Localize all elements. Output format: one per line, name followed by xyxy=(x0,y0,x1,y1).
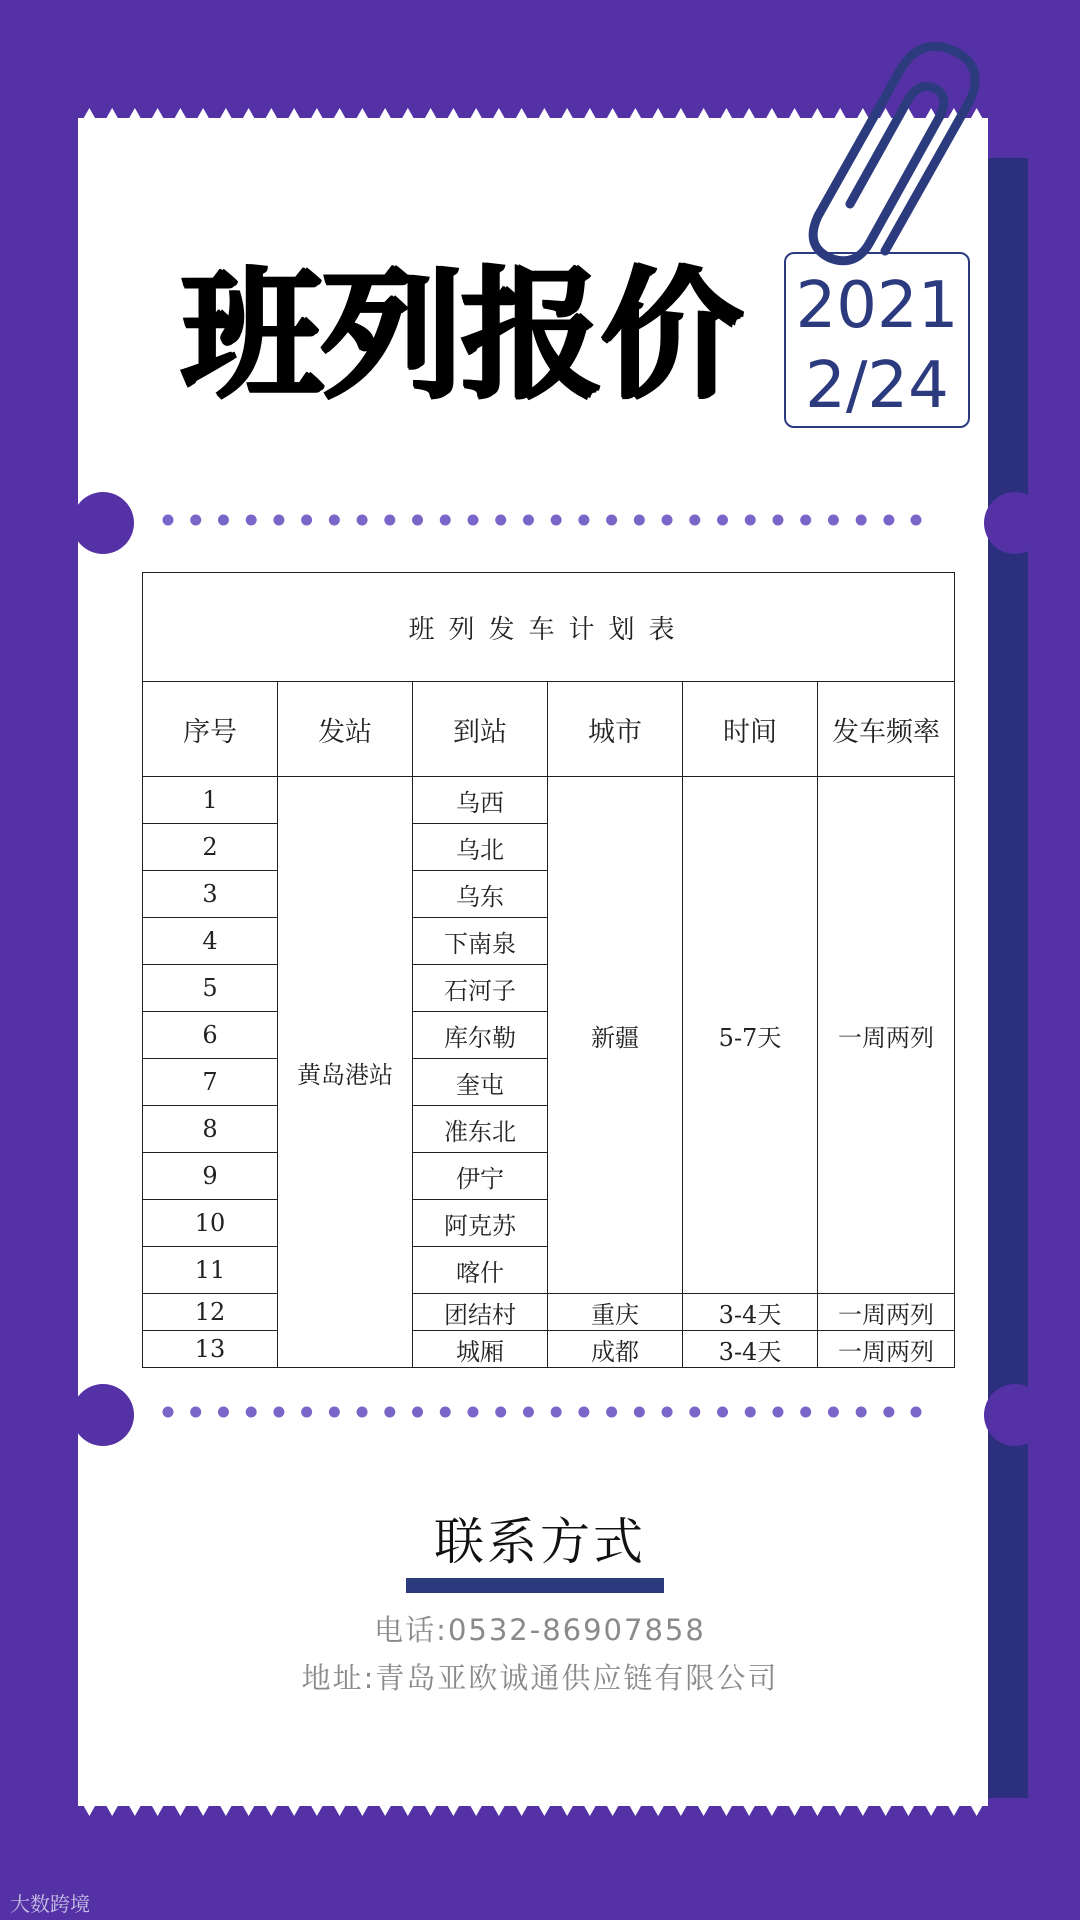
divider-dot xyxy=(357,515,368,526)
date-year: 2021 xyxy=(795,269,959,343)
divider-dot xyxy=(467,515,478,526)
dotted-divider-bottom xyxy=(162,1406,922,1418)
contact-address: 地址:青岛亚欧诚通供应链有限公司 xyxy=(301,1661,779,1695)
cell-city: 重庆 xyxy=(548,1294,683,1331)
notch-right-bottom xyxy=(984,1384,1046,1446)
divider-dot xyxy=(412,1407,423,1418)
divider-dot xyxy=(273,515,284,526)
divider-dot xyxy=(357,1407,368,1418)
cell-no: 8 xyxy=(143,1106,278,1153)
divider-dot xyxy=(911,515,922,526)
cell-no: 13 xyxy=(143,1331,278,1368)
divider-dot xyxy=(606,1407,617,1418)
header-time: 时间 xyxy=(683,682,818,777)
cell-no: 4 xyxy=(143,918,278,965)
notch-left-bottom xyxy=(72,1384,134,1446)
cell-frequency: 一周两列 xyxy=(818,1294,955,1331)
divider-dot xyxy=(190,515,201,526)
cell-no: 3 xyxy=(143,871,278,918)
divider-dot xyxy=(218,1407,229,1418)
divider-dot xyxy=(689,1407,700,1418)
notch-right-top xyxy=(984,492,1046,554)
divider-dot xyxy=(717,1407,728,1418)
contact-underline-bar xyxy=(406,1578,664,1593)
divider-dot xyxy=(329,1407,340,1418)
divider-dot xyxy=(384,515,395,526)
poster-title: 班列报价 xyxy=(180,253,740,418)
divider-dot xyxy=(273,1407,284,1418)
cell-destination: 伊宁 xyxy=(413,1153,548,1200)
divider-dot xyxy=(190,1407,201,1418)
divider-dot xyxy=(745,1407,756,1418)
divider-dot xyxy=(662,1407,673,1418)
cell-city: 成都 xyxy=(548,1331,683,1368)
table-caption-row xyxy=(143,573,955,682)
divider-dot xyxy=(301,1407,312,1418)
divider-dot xyxy=(218,515,229,526)
table-caption: 班列发车计划表 xyxy=(143,573,955,682)
table-header-row xyxy=(143,682,955,777)
divider-dot xyxy=(329,515,340,526)
divider-dot xyxy=(495,515,506,526)
cell-destination: 阿克苏 xyxy=(413,1200,548,1247)
divider-dot xyxy=(856,515,867,526)
header-origin: 发站 xyxy=(278,682,413,777)
header-city: 城市 xyxy=(548,682,683,777)
divider-dot xyxy=(246,515,257,526)
divider-dot xyxy=(578,1407,589,1418)
divider-dot xyxy=(495,1407,506,1418)
cell-no: 1 xyxy=(143,777,278,824)
divider-dot xyxy=(163,1407,174,1418)
cell-time: 5-7天 xyxy=(683,777,818,1294)
divider-dot xyxy=(634,1407,645,1418)
divider-dot xyxy=(551,1407,562,1418)
divider-dot xyxy=(440,515,451,526)
divider-dot xyxy=(467,1407,478,1418)
cell-time: 3-4天 xyxy=(683,1294,818,1331)
divider-dot xyxy=(662,515,673,526)
cell-no: 5 xyxy=(143,965,278,1012)
cell-destination: 石河子 xyxy=(413,965,548,1012)
paperclip-icon xyxy=(790,36,1000,276)
zigzag-bottom-edge xyxy=(78,1796,988,1816)
divider-dot xyxy=(800,515,811,526)
header-no: 序号 xyxy=(143,682,278,777)
divider-dot xyxy=(911,1407,922,1418)
date-box xyxy=(784,252,970,428)
divider-dot xyxy=(440,1407,451,1418)
divider-dot xyxy=(772,1407,783,1418)
cell-destination: 喀什 xyxy=(413,1247,548,1294)
divider-dot xyxy=(384,1407,395,1418)
cell-destination: 库尔勒 xyxy=(413,1012,548,1059)
cell-origin-station: 黄岛港站 xyxy=(278,777,413,1368)
header-frequency: 发车频率 xyxy=(818,682,955,777)
header-destination: 到站 xyxy=(413,682,548,777)
schedule-table xyxy=(142,572,955,1368)
cell-time: 3-4天 xyxy=(683,1331,818,1368)
divider-dot xyxy=(412,515,423,526)
date-month-day: 2/24 xyxy=(805,349,949,423)
cell-destination: 乌北 xyxy=(413,824,548,871)
divider-dot xyxy=(551,515,562,526)
cell-destination: 下南泉 xyxy=(413,918,548,965)
cell-no: 9 xyxy=(143,1153,278,1200)
cell-frequency: 一周两列 xyxy=(818,1331,955,1368)
cell-no: 2 xyxy=(143,824,278,871)
divider-dot xyxy=(689,515,700,526)
cell-destination: 准东北 xyxy=(413,1106,548,1153)
cell-city: 新疆 xyxy=(548,777,683,1294)
cell-destination: 乌东 xyxy=(413,871,548,918)
notch-left-top xyxy=(72,492,134,554)
cell-no: 10 xyxy=(143,1200,278,1247)
cell-no: 7 xyxy=(143,1059,278,1106)
divider-dot xyxy=(883,1407,894,1418)
cell-no: 6 xyxy=(143,1012,278,1059)
cell-destination: 团结村 xyxy=(413,1294,548,1331)
cell-no: 11 xyxy=(143,1247,278,1294)
table-row xyxy=(143,777,955,824)
divider-dot xyxy=(634,515,645,526)
watermark-text: 大数跨境 xyxy=(10,1892,90,1916)
divider-dot xyxy=(745,515,756,526)
dotted-divider-top xyxy=(162,514,922,526)
divider-dot xyxy=(856,1407,867,1418)
cell-frequency: 一周两列 xyxy=(818,777,955,1294)
divider-dot xyxy=(246,1407,257,1418)
divider-dot xyxy=(800,1407,811,1418)
divider-dot xyxy=(606,515,617,526)
table-row xyxy=(143,1294,955,1331)
divider-dot xyxy=(301,515,312,526)
divider-dot xyxy=(717,515,728,526)
divider-dot xyxy=(828,1407,839,1418)
cell-destination: 城厢 xyxy=(413,1331,548,1368)
divider-dot xyxy=(828,515,839,526)
table-row xyxy=(143,1331,955,1368)
contact-title: 联系方式 xyxy=(434,1513,646,1571)
cell-destination: 奎屯 xyxy=(413,1059,548,1106)
contact-phone: 电话:0532-86907858 xyxy=(374,1613,706,1647)
divider-dot xyxy=(163,515,174,526)
divider-dot xyxy=(883,515,894,526)
divider-dot xyxy=(523,515,534,526)
divider-dot xyxy=(772,515,783,526)
divider-dot xyxy=(523,1407,534,1418)
cell-destination: 乌西 xyxy=(413,777,548,824)
cell-no: 12 xyxy=(143,1294,278,1331)
divider-dot xyxy=(578,515,589,526)
